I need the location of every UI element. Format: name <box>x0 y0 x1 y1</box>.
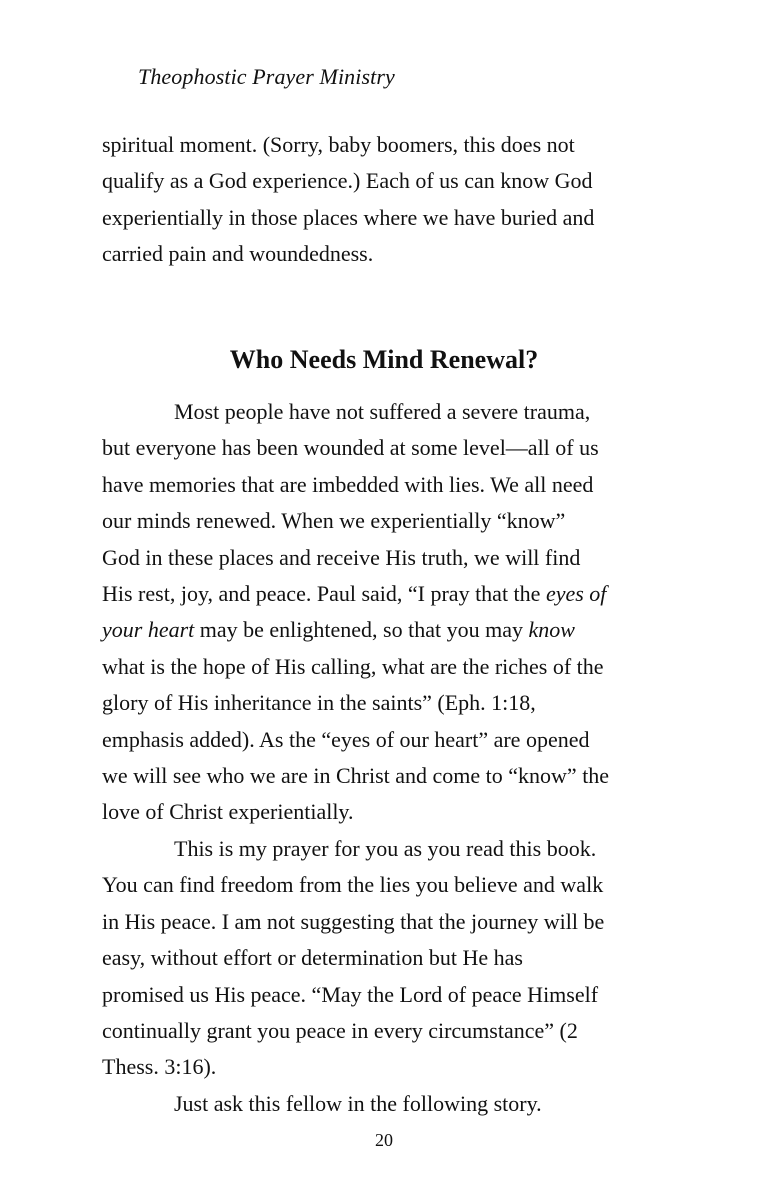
emphasis-text: eyes of <box>545 581 607 607</box>
text-line: Most people have not suffered a severe trauma, <box>174 399 591 424</box>
text-line: have memories that are imbedded with lies. We all need <box>102 471 594 497</box>
text-line: spiritual moment. (Sorry, baby boomers, this does not <box>102 132 575 157</box>
text-run: may be enlightened, so that you may <box>194 617 529 643</box>
text-line: God in these places and receive His truth, we will find <box>102 544 581 570</box>
text-line: easy, without effort or determination but He has <box>102 945 523 971</box>
text-line: This is my prayer for you as you read this book. <box>174 835 597 861</box>
text-line: emphasis added). As the “eyes of our heart” are opened <box>102 726 590 752</box>
emphasis-text: know <box>528 617 575 643</box>
text-line: experientially in those places where we have buried and <box>102 204 595 230</box>
text-line: glory of His inheritance in the saints” (Eph. 1:18, <box>102 690 536 716</box>
section-heading: Who Needs Mind Renewal? <box>229 345 539 374</box>
text-line: in His peace. I am not suggesting that the journey will be <box>102 908 605 934</box>
text-line-with-emphasis <box>102 576 682 612</box>
text-line: we will see who we are in Christ and come to “know” the <box>102 763 610 789</box>
emphasis-text: your heart <box>102 617 195 643</box>
text-line: You can find freedom from the lies you believe and walk <box>102 872 604 898</box>
text-line: Thess. 3:16). <box>102 1054 217 1080</box>
section-body <box>102 394 682 1122</box>
text-line: what is the hope of His calling, what are the riches of the <box>102 653 604 679</box>
page-number: 20 <box>375 1130 393 1150</box>
text-line: love of Christ experientially. <box>102 799 354 825</box>
text-run: His rest, joy, and peace. Paul said, “I pray that the <box>102 581 546 607</box>
text-line: carried pain and woundedness. <box>102 241 374 267</box>
text-line-with-emphasis <box>102 612 682 648</box>
text-line: qualify as a God experience.) Each of us can know God <box>102 168 593 194</box>
text-line: promised us His peace. “May the Lord of peace Himself <box>102 981 599 1007</box>
text-line: Just ask this fellow in the following story. <box>174 1090 542 1116</box>
intro-paragraph <box>102 127 682 273</box>
text-line: but everyone has been wounded at some level—all of us <box>102 435 599 461</box>
text-line: continually grant you peace in every circumstance” (2 <box>102 1017 578 1043</box>
text-line: our minds renewed. When we experientially “know” <box>102 508 566 534</box>
running-header: Theophostic Prayer Ministry <box>138 64 395 89</box>
